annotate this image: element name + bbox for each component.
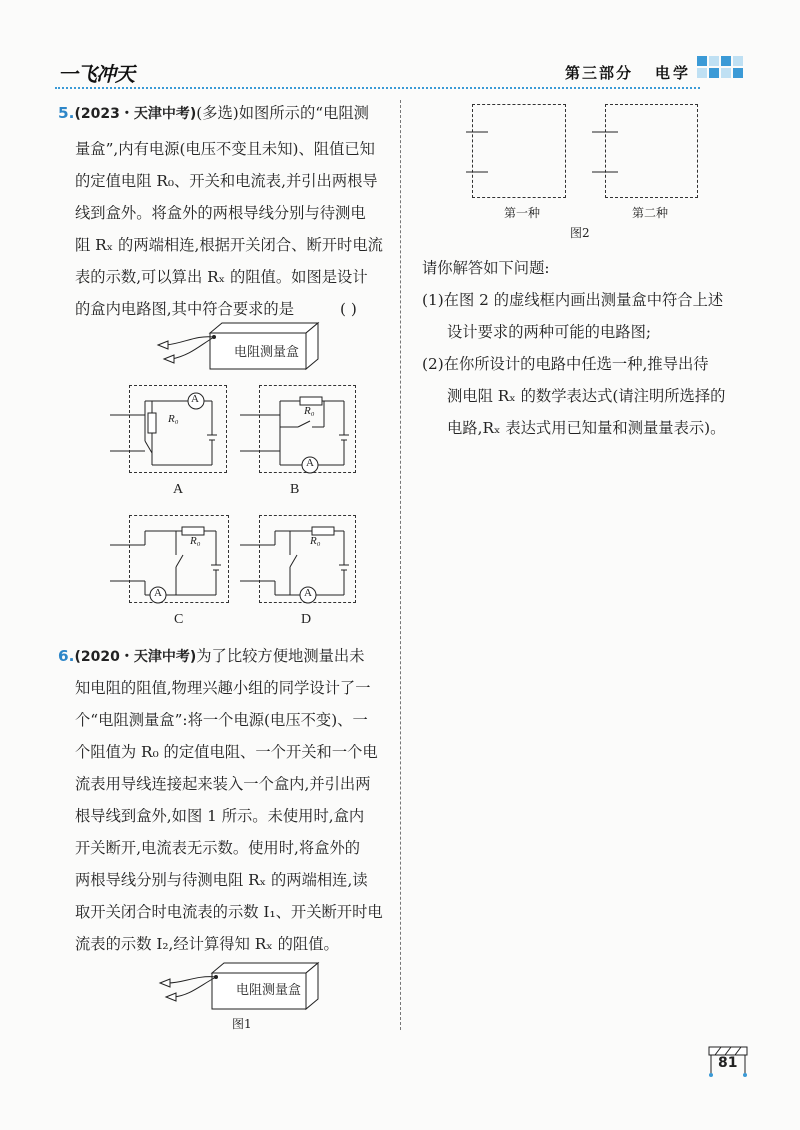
q6-source: (2020・天津中考) — [74, 649, 197, 665]
option-d-label: D — [301, 612, 312, 627]
q5-line-4: 线到盒外。将盒外的两根导线分别与待测电 — [75, 204, 366, 222]
q5-line-1: 5.(2023・天津中考)(多选)如图所示的“电阻测 — [58, 104, 369, 122]
q6-prompt: 请你解答如下问题: — [422, 259, 550, 277]
q6-sub1-line2: 设计要求的两种可能的电路图; — [447, 323, 652, 341]
q5-source: (2023・天津中考) — [74, 106, 197, 122]
q5-line-2: 量盒”,内有电源(电压不变且未知)、阻值已知 — [75, 140, 375, 158]
header-grid-icon — [697, 56, 745, 86]
option-a-label: A — [173, 482, 184, 497]
fig2-caption: 图2 — [570, 226, 590, 240]
circuit-b-diagram — [240, 385, 370, 475]
subject-title: 电学 — [655, 64, 692, 82]
circuit-b-ammeter-label: A — [306, 457, 314, 469]
q6-line-8: 两根导线分别与待测电阻 Rₓ 的两端相连,读 — [75, 871, 368, 889]
circuit-b-r0-label: R₀ — [304, 405, 315, 417]
fig2-second-label: 第二种 — [632, 206, 669, 220]
q5-line-6: 表的示数,可以算出 Rₓ 的阻值。如图是设计 — [75, 268, 368, 286]
fig1-box-label: 电阻测量盒 — [236, 983, 302, 998]
q5-line-3: 的定值电阻 R₀、开关和电流表,并引出两根导 — [75, 172, 378, 190]
circuit-a-ammeter-label: A — [191, 393, 199, 405]
circuit-c-r0-label: R₀ — [190, 535, 201, 547]
q5-line-7: 的盒内电路图,其中符合要求的是 — [75, 300, 295, 318]
q5-answer-blank[interactable]: ( ) — [340, 300, 357, 318]
brand-logo: 一飞冲天 — [58, 62, 134, 86]
q6-sub2-line3: 电路,Rₓ 表达式用已知量和测量量表示)。 — [447, 419, 726, 437]
q6-sub2-line2: 测电阻 Rₓ 的数学表达式(请注明所选择的 — [447, 387, 726, 405]
fig2-first-label: 第一种 — [504, 206, 541, 220]
q6-line-7: 开关断开,电流表无示数。使用时,将盒外的 — [75, 839, 361, 857]
option-b-label: B — [290, 482, 300, 497]
q6-line-4: 个阻值为 R₀ 的定值电阻、一个开关和一个电 — [75, 743, 378, 761]
fig1-caption: 图1 — [232, 1017, 252, 1031]
q6-line-3: 个“电阻测量盒”:将一个电源(电压不变)、一 — [75, 711, 368, 729]
q5-line-5: 阻 Rₓ 的两端相连,根据开关闭合、断开时电流 — [75, 236, 383, 254]
part-title: 第三部分 — [565, 64, 634, 82]
q6-number: 6. — [58, 647, 75, 665]
circuit-c-diagram — [110, 515, 240, 605]
option-c-label: C — [174, 612, 184, 627]
circuit-a-r0-label: R₀ — [168, 413, 179, 425]
circuit-c-ammeter-label: A — [154, 587, 162, 599]
circuit-a-diagram — [110, 385, 240, 475]
header-divider — [55, 87, 700, 89]
q6-line-6: 根导线到盒外,如图 1 所示。未使用时,盒内 — [75, 807, 365, 825]
q6-sub2-line1: (2)在你所设计的电路中任选一种,推导出待 — [422, 355, 709, 373]
circuit-d-ammeter-label: A — [304, 587, 312, 599]
q5-number: 5. — [58, 104, 75, 122]
circuit-d-r0-label: R₀ — [310, 535, 321, 547]
q6-line-1: 6.(2020・天津中考)为了比较方便地测量出未 — [58, 647, 365, 665]
q6-line-5: 流表用导线连接起来装入一个盒内,并引出两 — [75, 775, 371, 793]
fig2-terminals — [460, 104, 710, 204]
page-number: 81 — [718, 1055, 738, 1071]
q5-box-label: 电阻测量盒 — [234, 345, 300, 360]
column-divider — [400, 100, 401, 1030]
q6-line-10: 流表的示数 I₂,经计算得知 Rₓ 的阻值。 — [75, 935, 339, 953]
q6-line-9: 取开关闭合时电流表的示数 I₁、开关断开时电 — [75, 903, 383, 921]
q6-sub1-line1: (1)在图 2 的虚线框内画出测量盒中符合上述 — [422, 291, 724, 309]
q6-line-2: 知电阻的阻值,物理兴趣小组的同学设计了一 — [75, 679, 371, 697]
